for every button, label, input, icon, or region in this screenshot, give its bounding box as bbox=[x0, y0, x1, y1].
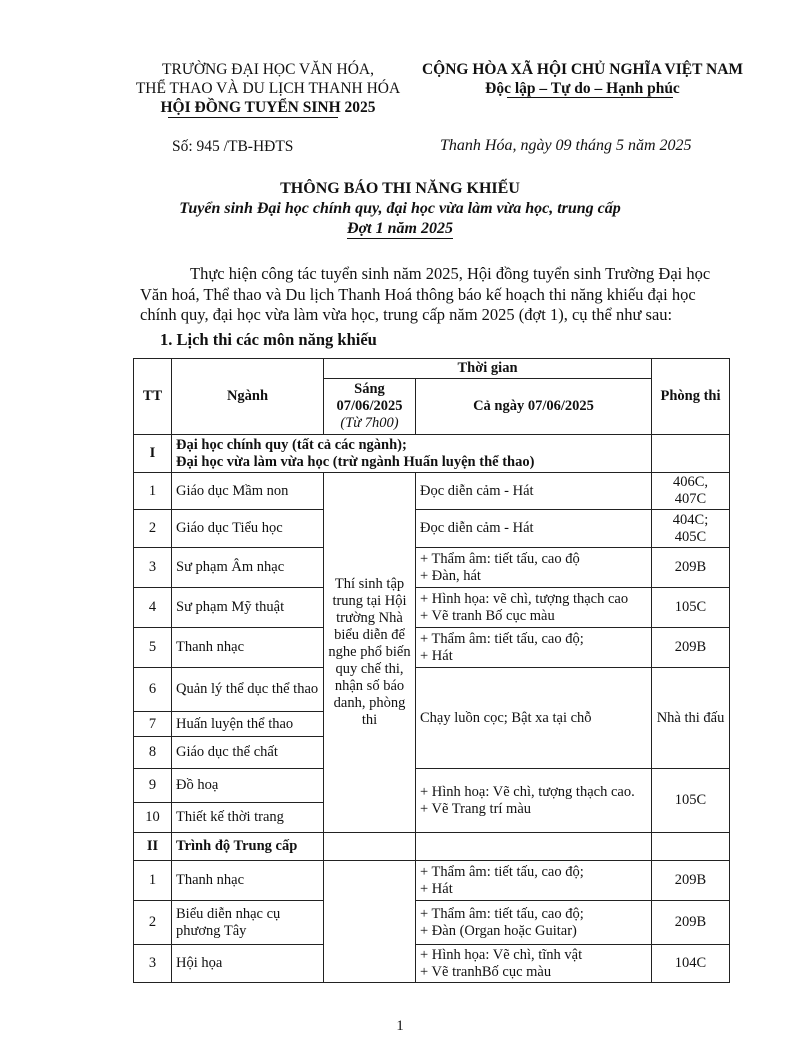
row-tt: 3 bbox=[134, 548, 172, 588]
group1-label bbox=[172, 435, 652, 473]
issuer-line1: TRƯỜNG ĐẠI HỌC VĂN HÓA, bbox=[162, 61, 374, 78]
row-tt: 2 bbox=[134, 510, 172, 548]
document-date: Thanh Hóa, ngày 09 tháng 5 năm 2025 bbox=[440, 137, 692, 154]
row-room: 404C; 405C bbox=[652, 510, 730, 548]
row-tt: 4 bbox=[134, 588, 172, 628]
row-room: 105C bbox=[652, 588, 730, 628]
header-morning bbox=[324, 379, 416, 435]
row-subject-line2: + Hát bbox=[420, 880, 453, 897]
table-row bbox=[134, 945, 730, 983]
row-tt: 10 bbox=[134, 803, 172, 833]
row-room: 209B bbox=[652, 901, 730, 945]
row-subject bbox=[416, 628, 652, 668]
row-room: 209B bbox=[652, 861, 730, 901]
header-allday: Cả ngày 07/06/2025 bbox=[416, 379, 652, 435]
intro-line2: Văn hoá, Thể thao và Du lịch Thanh Hoá thông báo kế hoạch thi năng khiếu đại học bbox=[140, 284, 696, 304]
row-tt: 6 bbox=[134, 668, 172, 712]
row-subject bbox=[416, 548, 652, 588]
row-subject-line2: + Vẽ tranhBố cục màu bbox=[420, 963, 552, 980]
table-row bbox=[134, 510, 730, 548]
header-morning-label: Sáng 07/06/2025 bbox=[336, 381, 403, 414]
table-header-row bbox=[134, 359, 730, 379]
row-subject-line1: + Thẩm âm: tiết tấu, cao độ; bbox=[420, 863, 584, 880]
row-tt: 1 bbox=[134, 473, 172, 510]
group2-empty-morning bbox=[324, 833, 416, 861]
notice-round bbox=[0, 220, 800, 239]
row-subject-line1: + Thẩm âm: tiết tấu, cao độ; bbox=[420, 905, 584, 922]
header-major: Ngành bbox=[172, 359, 324, 435]
motto-underline bbox=[507, 97, 673, 98]
table-row bbox=[134, 769, 730, 803]
row-room: 406C, 407C bbox=[652, 473, 730, 510]
intro-paragraph bbox=[140, 264, 730, 326]
group-row-intermediate bbox=[134, 833, 730, 861]
exam-schedule-table bbox=[133, 358, 730, 983]
row-subject: Đọc diễn cảm - Hát bbox=[416, 473, 652, 510]
row-major: Thanh nhạc bbox=[172, 628, 324, 668]
table-row bbox=[134, 628, 730, 668]
row-major: Biểu diễn nhạc cụ phương Tây bbox=[172, 901, 324, 945]
row-subject bbox=[416, 588, 652, 628]
sport-room: Nhà thi đấu bbox=[652, 668, 730, 769]
row-tt: 2 bbox=[134, 901, 172, 945]
table-row bbox=[134, 668, 730, 712]
header-tt: TT bbox=[134, 359, 172, 435]
country-name: CỘNG HÒA XÃ HỘI CHỦ NGHĨA VIỆT NAM bbox=[421, 61, 744, 78]
group2-label: Trình độ Trung cấp bbox=[172, 833, 324, 861]
document-number: Số: 945 /TB-HĐTS bbox=[172, 138, 294, 155]
table-row bbox=[134, 901, 730, 945]
table-row bbox=[134, 861, 730, 901]
row-major: Quản lý thể dục thể thao bbox=[172, 668, 324, 712]
row-subject bbox=[416, 901, 652, 945]
group2-empty-allday bbox=[416, 833, 652, 861]
table-row bbox=[134, 473, 730, 510]
group1-room-empty bbox=[652, 435, 730, 473]
header-morning-note: (Từ 7h00) bbox=[340, 415, 399, 431]
row-tt: 8 bbox=[134, 737, 172, 769]
issuer-council: HỘI ĐỒNG TUYỂN SINH 2025 bbox=[160, 99, 376, 116]
design-subject bbox=[416, 769, 652, 833]
page-number: 1 bbox=[396, 1018, 404, 1034]
row-subject-line1: + Thẩm âm: tiết tấu, cao độ bbox=[420, 550, 580, 567]
header-time: Thời gian bbox=[324, 359, 652, 379]
notice-round-text: Đợt 1 năm 2025 bbox=[347, 220, 453, 237]
row-major: Huấn luyện thể thao bbox=[172, 712, 324, 737]
group-row-university bbox=[134, 435, 730, 473]
row-tt: 9 bbox=[134, 769, 172, 803]
row-major: Giáo dục Mầm non bbox=[172, 473, 324, 510]
motto: Độc lập – Tự do – Hạnh phúc bbox=[485, 80, 680, 97]
issuer-line2: THỂ THAO VÀ DU LỊCH THANH HÓA bbox=[135, 80, 401, 97]
national-motto-block bbox=[410, 60, 755, 98]
sport-subject: Chạy luồn cọc; Bật xa tại chỗ bbox=[416, 668, 652, 769]
row-subject-line2: + Đàn (Organ hoặc Guitar) bbox=[420, 922, 577, 939]
row-major: Sư phạm Mỹ thuật bbox=[172, 588, 324, 628]
row-major: Giáo dục thể chất bbox=[172, 737, 324, 769]
group2-empty-room bbox=[652, 833, 730, 861]
table-row bbox=[134, 548, 730, 588]
row-room: 209B bbox=[652, 548, 730, 588]
row-room: 209B bbox=[652, 628, 730, 668]
row-subject-line1: + Thẩm âm: tiết tấu, cao độ; bbox=[420, 630, 584, 647]
morning-merged-note: Thí sinh tập trung tại Hội trường Nhà biểu diễn để nghe phổ biến quy chế thi, nhận số báo danh, phòng thi bbox=[324, 473, 416, 833]
group1-tt: I bbox=[134, 435, 172, 473]
row-subject-line2: + Hát bbox=[420, 647, 453, 664]
issuer-underline bbox=[168, 117, 338, 118]
row-subject-line2: + Vẽ tranh Bố cục màu bbox=[420, 607, 555, 624]
design-subject-line1: + Hình hoạ: Vẽ chì, tượng thạch cao. bbox=[420, 783, 635, 800]
issuer-block bbox=[118, 60, 418, 117]
section-heading: 1. Lịch thi các môn năng khiếu bbox=[160, 330, 377, 349]
row-major: Sư phạm Âm nhạc bbox=[172, 548, 324, 588]
row-tt: 7 bbox=[134, 712, 172, 737]
row-major: Thanh nhạc bbox=[172, 861, 324, 901]
row-major: Thiết kế thời trang bbox=[172, 803, 324, 833]
intro-line3: chính quy, đại học vừa làm vừa học, trung cấp năm 2025 (đợt 1), cụ thể như sau: bbox=[140, 305, 673, 324]
group2-tt: II bbox=[134, 833, 172, 861]
row-major: Hội họa bbox=[172, 945, 324, 983]
design-subject-line2: + Vẽ Trang trí màu bbox=[420, 800, 532, 817]
row-subject bbox=[416, 945, 652, 983]
header-room: Phòng thi bbox=[652, 359, 730, 435]
row-tt: 5 bbox=[134, 628, 172, 668]
notice-title: THÔNG BÁO THI NĂNG KHIẾU bbox=[280, 180, 520, 197]
intermediate-morning-empty bbox=[324, 861, 416, 983]
group1-line1: Đại học chính quy (tất cả các ngành); bbox=[176, 436, 407, 453]
row-tt: 1 bbox=[134, 861, 172, 901]
row-major: Giáo dục Tiểu học bbox=[172, 510, 324, 548]
row-major: Đồ hoạ bbox=[172, 769, 324, 803]
row-tt: 3 bbox=[134, 945, 172, 983]
row-subject-line1: + Hình họa: vẽ chì, tượng thạch cao bbox=[420, 590, 629, 607]
design-room: 105C bbox=[652, 769, 730, 833]
intro-line1: Thực hiện công tác tuyển sinh năm 2025, Hội đồng tuyển sinh Trường Đại học bbox=[190, 264, 711, 283]
row-subject-line2: + Đàn, hát bbox=[420, 567, 481, 584]
table-row bbox=[134, 588, 730, 628]
row-room: 104C bbox=[652, 945, 730, 983]
notice-subtitle: Tuyển sinh Đại học chính quy, đại học vừa làm vừa học, trung cấp bbox=[179, 200, 621, 217]
row-subject bbox=[416, 861, 652, 901]
row-subject: Đọc diễn cảm - Hát bbox=[416, 510, 652, 548]
group1-line2: Đại học vừa làm vừa học (trừ ngành Huấn luyện thể thao) bbox=[176, 453, 535, 470]
row-subject-line1: + Hình họa: Vẽ chì, tĩnh vật bbox=[420, 946, 583, 963]
